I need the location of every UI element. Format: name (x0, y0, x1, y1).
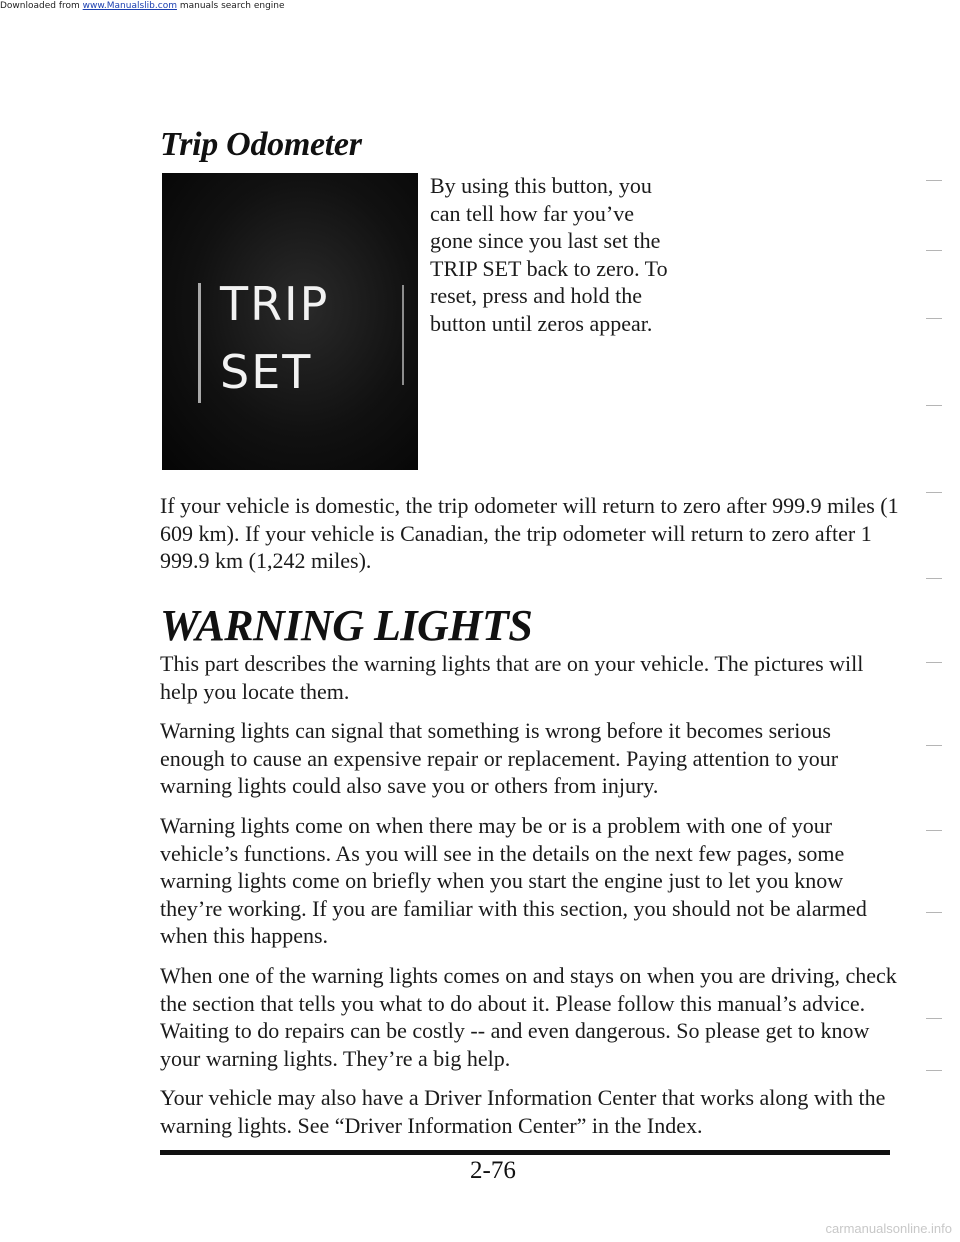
warning-lights-body (160, 650, 900, 1152)
margin-mark (926, 318, 942, 319)
set-button-label: SET (220, 345, 313, 399)
margin-mark (926, 405, 942, 406)
warning-paragraph-1: This part describes the warning lights that are on your vehicle. The pictures will help you locate them. (160, 651, 864, 704)
trip-set-button-photo (162, 173, 418, 470)
margin-mark (926, 492, 942, 493)
trip-odometer-paragraph (160, 492, 900, 575)
warning-paragraph-2: Warning lights can signal that something is wrong before it becomes serious enough to cause an expensive repair or replacement. Paying attention to your warning lights could also save you or others from injury. (160, 718, 839, 799)
site-watermark: carmanualsonline.info (825, 1221, 952, 1236)
margin-mark (926, 745, 942, 746)
page-number: 2-76 (470, 1157, 516, 1184)
photo-edge-left (198, 283, 201, 403)
trip-odometer-rollover-text: If your vehicle is domestic, the trip odometer will return to zero after 999.9 miles (1 609 km). If your vehicle is Canadian, the trip odometer will return to zero after 1 999.9 km (1,242 miles). (160, 493, 899, 574)
margin-mark (926, 1070, 942, 1071)
margin-mark (926, 1018, 942, 1019)
footer-rule (160, 1150, 890, 1155)
manualslib-link[interactable]: www.Manualslib.com (82, 1, 177, 11)
download-notice (0, 0, 285, 12)
margin-mark (926, 578, 942, 579)
margin-mark (926, 662, 942, 663)
photo-edge-right (402, 285, 404, 385)
trip-odometer-title: Trip Odometer (160, 126, 362, 163)
download-notice-suffix: manuals search engine (176, 1, 285, 11)
warning-paragraph-3: Warning lights come on when there may be or is a problem with one of your vehicle’s functions. As you will see in the details on the next few pages, some warning lights come on briefly when you start the engine just to let you know they’re working. If you are familiar with this section, you should not be alarmed when this happens. (160, 812, 867, 949)
warning-lights-heading: WARNING LIGHTS (160, 601, 533, 650)
warning-paragraph-4: When one of the warning lights comes on and stays on when you are driving, check the section that tells you what to do about it. Please follow this manual’s advice. Waiting to do repairs can be costly -- and even dangerous. So please get to know your warning lights. They’re a big help. (160, 962, 897, 1071)
trip-set-description: By using this button, you can tell how far you’ve gone since you last set the TRIP SET back to zero. To reset, press and hold the button until zeros appear. (430, 173, 668, 336)
margin-mark (926, 912, 942, 913)
margin-mark (926, 250, 942, 251)
trip-button-label: TRIP (220, 277, 330, 331)
margin-mark (926, 180, 942, 181)
margin-mark (926, 830, 942, 831)
download-notice-prefix: Downloaded from (0, 1, 83, 11)
warning-paragraph-5: Your vehicle may also have a Driver Information Center that works along with the warning lights. See “Driver Information Center” in the Index. (160, 1085, 886, 1138)
